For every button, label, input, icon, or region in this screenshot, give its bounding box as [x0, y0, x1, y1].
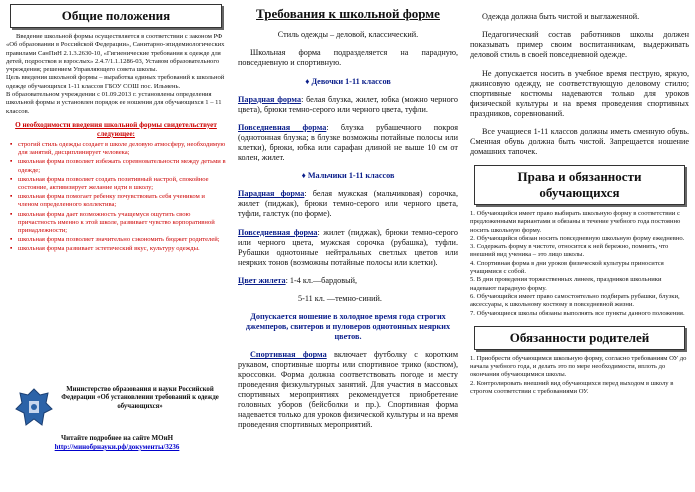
list-item: 1. Обучающийся имеет право выбирать школьную форму в соответствии с предложенными вариантами и обязаны в течение учебного года постоянно носить школьную форму. [470, 209, 681, 234]
list-item: ▪ школьная форма дает возможность учащемуся ощутить свою причастность именно к этой школе, развивает чувство корпоративной принадлежности; [10, 210, 215, 234]
requirements-title: Требования к школьной форме [256, 6, 440, 21]
general-intro [6, 33, 226, 116]
allowed-text: Допускается ношение в холодное время года строгих джемперов, свитеров и пуловеров однотонных неярких цветов. [245, 312, 451, 342]
list-item: ▪ школьная форма позволяет избежать соревновательности между детьми в одежде; [10, 158, 226, 174]
daily-label: Повседневная форма [238, 122, 327, 132]
list-item: 5. В дни проведения торжественных линеек, праздников школьники надевают парадную форму. [470, 276, 662, 292]
sport-form: Спортивная форма включает футболку с коротким рукавом, спортивные шорты или спортивное трико (костюм), кроссовки. Форма должна соответствовать погоде и месту проведения физкультурных занятий. Для участия в массовых спортивных мероприятиях рекомендуется приобретение головных уборов (бейсболки и пр.). Спортивная форма надевается только для уроков физической культуры и на время проведения спортивных мероприятий. [238, 350, 458, 430]
vest-color: Цвет жилета: 1-4 кл.—бардовый, [238, 275, 358, 285]
parents-title: Обязанности родителей [474, 326, 685, 350]
ministry-emblem-icon [14, 385, 54, 429]
bullet-icon: ▪ [10, 140, 13, 148]
boys-parade: Парадная форма: белая мужская (мальчиковая) сорочка, жилет (пиджак), брюки темно-серого или черного цвета, туфли, галстук (по форме). [238, 189, 458, 219]
necessity-list [6, 141, 226, 254]
subdivided-text: Школьная форма подразделяется на парадную, повседневную и спортивную. [238, 48, 458, 68]
list-item: 2. Обучающийся обязан носить повседневную школьную форму ежедневно. [470, 234, 685, 242]
bullet-icon: ▪ [10, 158, 13, 166]
boys-heading: ♦ Мальчики 1-11 классов [301, 171, 395, 181]
general-title: Общие положения [10, 4, 222, 28]
bullet-icon: ▪ [10, 236, 13, 244]
list-item: ▪ школьная форма помогает ребенку почувствовать себя учеником и членом определенного коллектива; [10, 193, 205, 209]
intro-paragraph: Цель введения школьной формы – выработка единых требований к школьной одежде обучающихся 1-11 классов ГБОУ СОШ пос. Ильмень. [6, 74, 225, 90]
style-line: Стиль одежды – деловой, классический. [277, 30, 419, 40]
vest-label: Цвет жилета [238, 275, 286, 285]
clean-rule: Одежда должна быть чистой и выглаженной. [482, 12, 640, 22]
necessity-heading: О необходимости введения школьной формы свидетельствует следующее: [15, 120, 217, 138]
list-item: 4. Спортивная форма в дни уроков физической культуры приносится учащимися с собой. [470, 259, 664, 276]
girls-parade: Парадная форма: белая блузка, жилет, юбка (можно черного цвета), брюки темно-серого или черного цвета, туфли. [238, 94, 458, 114]
shoes-rule: Все учащиеся 1-11 классов должны иметь сменную обувь. Сменная обувь должна быть чистой. Запрещается ношение домашних тапочек. [470, 126, 689, 156]
sport-label: Спортивная форма [250, 350, 327, 360]
bullet-icon: ▪ [10, 175, 13, 183]
rights-list [470, 210, 689, 318]
prohibited-rule: Не допускается носить в учебное время пеструю, яркую, джинсовую одежду, не соответствующую деловому стилю; спортивные костюмы надеваются только для уроков физической культуры и на время проведения спортивных праздников, соревнований. [470, 68, 689, 118]
list-item: 2. Контролировать внешний вид обучающихся перед выходом в школу в строгом соответствии с требованиями ОУ. [470, 379, 674, 395]
list-item: 7. Обучающиеся школы обязаны выполнять все пункты данного положения. [470, 309, 685, 317]
read-more-block [6, 434, 228, 452]
teachers-rule: Педагогический состав работников школы должен показывать пример своим воспитанникам, выдерживать деловой стиль в своей повседневной одежде. [470, 30, 689, 60]
vest-color-2: 5-11 кл. —темно-синий. [298, 293, 382, 303]
rights-title: Права и обязанности обучающихся [474, 165, 685, 205]
bullet-icon: ▪ [10, 193, 13, 201]
list-item: 1. Приобрести обучающимся школьную форму, согласно требованиям ОУ до начала учебного года, и делать это по мере необходимости, вплоть до окончания обучающимися школы. [470, 354, 687, 379]
diamond-icon: ♦ [305, 76, 310, 86]
parade-label: Парадная форма [238, 189, 305, 199]
list-item: ▪ школьная форма позволяет значительно сэкономить бюджет родителей; [10, 236, 220, 244]
list-item: 3. Содержать форму в чистоте, относится к ней бережно, помнить, что внешний вид ученика – это лицо школы. [470, 243, 669, 259]
girls-daily: Повседневная форма: блузка рубашечного покроя (однотонная блузка; в блузке возможны потайные полосы или клетки), брюки, юбка или сарафан длиной не выше 10 см от колен, жилет. [238, 122, 459, 162]
column-requirements [232, 0, 464, 492]
read-more-text: Читайте подробнее на сайте МОиН [60, 434, 174, 442]
ministry-link[interactable]: http://минобрнауки.рф/документы/3236 [54, 443, 180, 451]
list-item: 6. Обучающийся имеет право самостоятельно подбирать рубашки, блузки, аксессуары, к школьному костюму в повседневной жизни. [470, 292, 680, 309]
list-item: ▪ школьная форма позволяет создать позитивный настрой, спокойное состояние, активизирует желание идти в школу; [10, 175, 209, 191]
intro-paragraph: В образовательном учреждении с 01.09.2013 г. установлены определения школьной формы и установлен порядок ее ношения для обучающихся 1 – 11 классов. [6, 91, 222, 115]
bullet-icon: ▪ [10, 210, 13, 218]
bullet-icon: ▪ [10, 245, 13, 253]
boys-daily: Повседневная форма: жилет (пиджак), брюки темно-серого или черного цвета, мужская сорочка (рубашка), туфли. Рубашки однотонные нейтральных светлых цветов или неярких тонов (возможны потайные полосы или клетки). [238, 227, 458, 267]
parents-list [470, 355, 689, 396]
list-item: ▪ школьная форма развивает эстетический вкус, культуру одежды. [10, 245, 200, 253]
list-item: ▪ строгий стиль одежды создает в школе деловую атмосферу, необходимую для занятий, дисциплинирует человека; [10, 140, 226, 157]
diamond-icon: ♦ [301, 171, 306, 181]
daily-label: Повседневная форма [238, 227, 318, 237]
ministry-caption: Министерство образования и науки Российской Федерации «Об установлении требований к одежде обучающихся» [61, 386, 219, 410]
intro-paragraph: Введение школьной формы осуществляется в соответствии с законом РФ «Об образовании в Российской Федерации», Санитарно-эпидемиологических правилами СанПиН 2.1.3.2630-10, «Гигиенические требования к одежде для детей, подростков и взрослых» 2.4.7/1.1.1286-03, Уставом образовательного учреждения; решением Управляющего совета школы. [6, 33, 225, 74]
column-rights [464, 0, 695, 492]
parade-label: Парадная форма [238, 94, 302, 104]
girls-heading: ♦ Девочки 1-11 классов [305, 76, 391, 86]
